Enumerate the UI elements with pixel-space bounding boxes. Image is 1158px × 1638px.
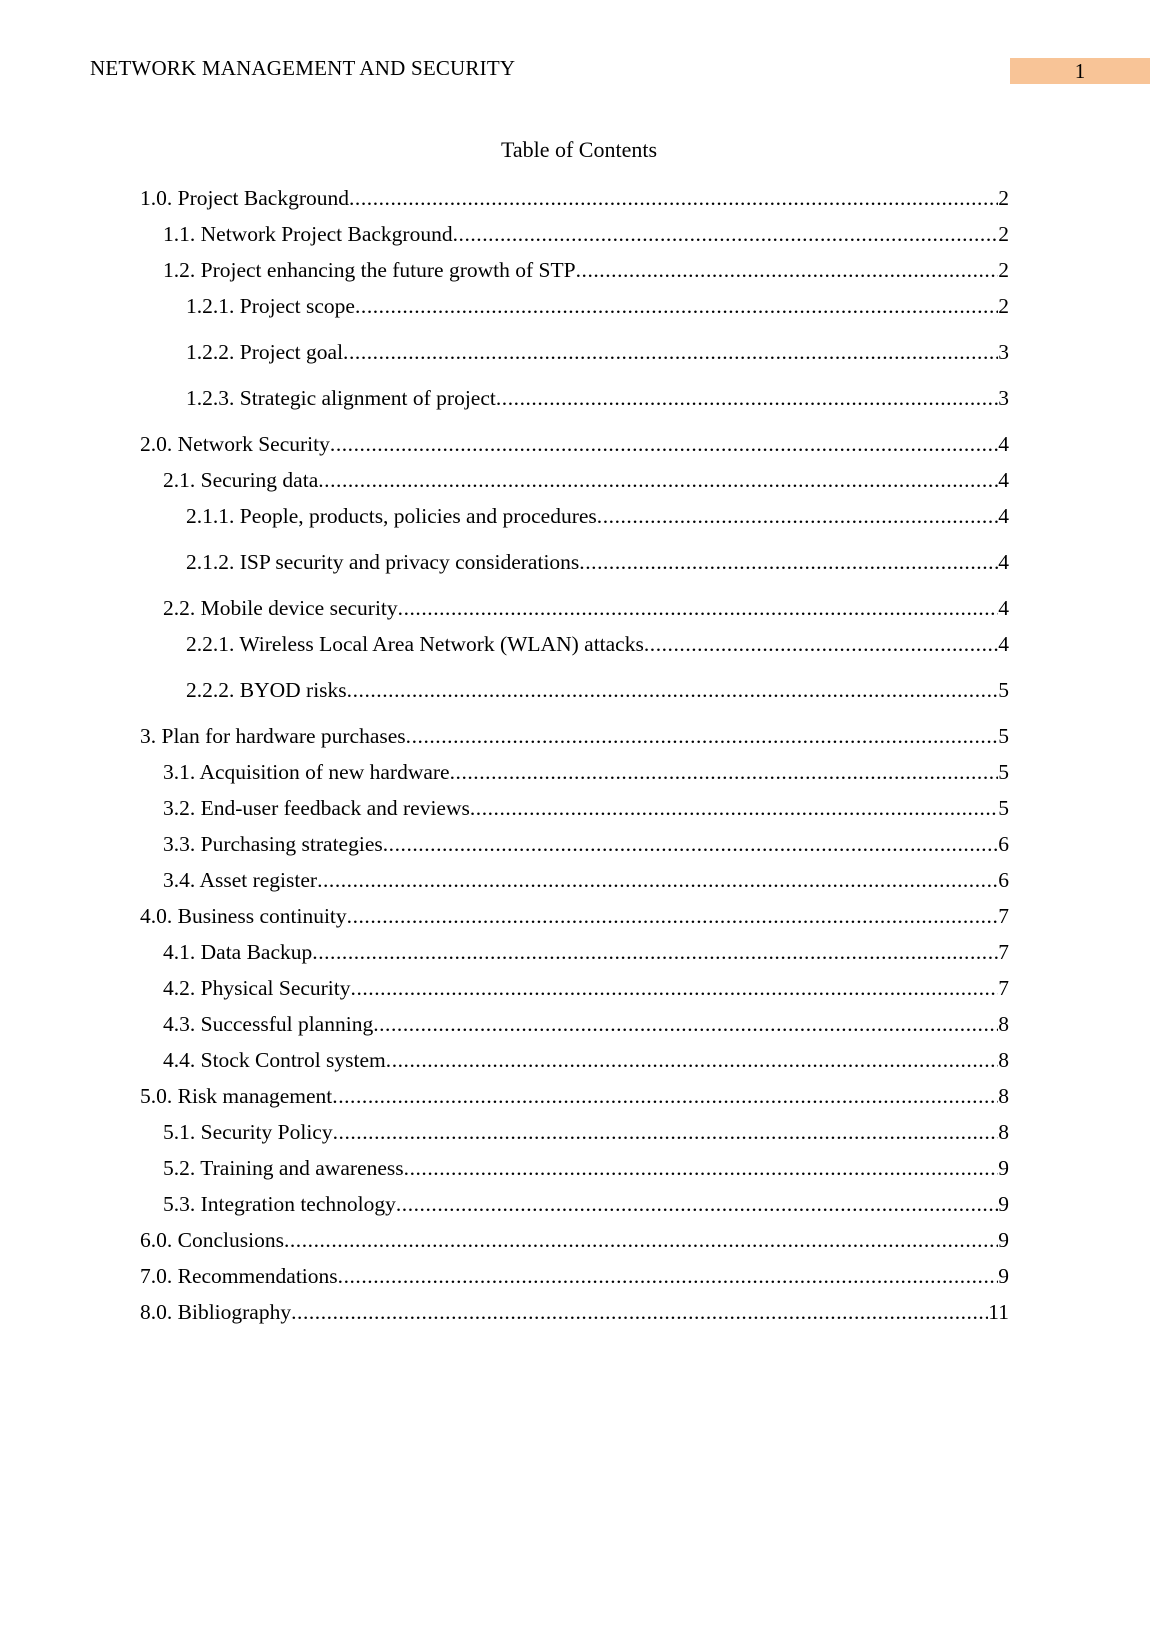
toc-entry-label: 2.1.2. ISP security and privacy considerations <box>186 550 580 574</box>
toc-entry[interactable] <box>186 676 1009 704</box>
page-number: 1 <box>1010 58 1150 84</box>
toc-entry-page: 7 <box>998 976 1009 1000</box>
toc-leader-dots <box>347 902 999 930</box>
toc-entry[interactable] <box>163 866 1009 894</box>
toc-entry-page: 11 <box>988 1300 1009 1324</box>
toc-entry-page: 5 <box>998 760 1009 784</box>
toc-entry-page: 2 <box>998 222 1009 246</box>
toc-leader-dots <box>386 1046 998 1074</box>
toc-leader-dots <box>330 430 998 458</box>
toc-leader-dots <box>333 1118 999 1146</box>
toc-entry[interactable] <box>163 974 1009 1002</box>
toc-leader-dots <box>496 384 998 412</box>
toc-leader-dots <box>453 220 999 248</box>
toc-entry[interactable] <box>186 338 1009 366</box>
toc-entry-label: 3.3. Purchasing strategies <box>163 832 383 856</box>
toc-entry-label: 5.1. Security Policy <box>163 1120 333 1144</box>
toc-entry-label: 3.2. End-user feedback and reviews <box>163 796 470 820</box>
toc-entry[interactable] <box>163 220 1009 248</box>
toc-leader-dots <box>576 256 999 284</box>
toc-entry-page: 8 <box>998 1084 1009 1108</box>
toc-entry-label: 3. Plan for hardware purchases <box>140 724 406 748</box>
toc-entry-page: 4 <box>998 504 1009 528</box>
toc-entry[interactable] <box>186 292 1009 320</box>
toc-entry-page: 9 <box>998 1228 1009 1252</box>
toc-entry-page: 9 <box>998 1192 1009 1216</box>
toc-entry-label: 4.1. Data Backup <box>163 940 313 964</box>
toc-entry-page: 5 <box>998 796 1009 820</box>
page-header <box>90 52 1150 84</box>
toc-entry-label: 6.0. Conclusions <box>140 1228 284 1252</box>
toc-entry[interactable] <box>140 902 1009 930</box>
toc-entry-label: 4.0. Business continuity <box>140 904 347 928</box>
toc-leader-dots <box>396 1190 998 1218</box>
toc-entry-page: 4 <box>998 550 1009 574</box>
toc-entry-label: 2.1. Securing data <box>163 468 319 492</box>
toc-entry-label: 4.2. Physical Security <box>163 976 351 1000</box>
toc-entry-page: 4 <box>998 468 1009 492</box>
toc-entry[interactable] <box>186 548 1009 576</box>
toc-entry[interactable] <box>140 1262 1009 1290</box>
toc-entry-page: 7 <box>998 940 1009 964</box>
toc-entry-page: 3 <box>998 386 1009 410</box>
toc-entry-page: 5 <box>998 678 1009 702</box>
toc-entry[interactable] <box>163 1010 1009 1038</box>
toc-entry-label: 2.2. Mobile device security <box>163 596 398 620</box>
toc-entry[interactable] <box>163 466 1009 494</box>
toc-title: Table of Contents <box>500 137 658 162</box>
toc-entry-label: 1.2.1. Project scope <box>186 294 355 318</box>
toc-entry[interactable] <box>186 630 1009 658</box>
toc-leader-dots <box>284 1226 998 1254</box>
toc-entry[interactable] <box>140 430 1009 458</box>
toc-entry-label: 3.4. Asset register <box>163 868 318 892</box>
toc-entry-page: 2 <box>998 294 1009 318</box>
toc-leader-dots <box>398 594 999 622</box>
toc-leader-dots <box>312 938 998 966</box>
toc-entry-label: 2.0. Network Security <box>140 432 330 456</box>
toc-leader-dots <box>579 548 998 576</box>
toc-entry-label: 1.1. Network Project Background <box>163 222 453 246</box>
toc-entry[interactable] <box>163 794 1009 822</box>
toc-entry[interactable] <box>163 1154 1009 1182</box>
toc-entry-label: 1.2.3. Strategic alignment of project <box>186 386 496 410</box>
toc-leader-dots <box>343 338 998 366</box>
toc-entry[interactable] <box>163 256 1009 284</box>
toc-entry[interactable] <box>186 502 1009 530</box>
toc-leader-dots <box>338 1262 999 1290</box>
toc-entry-label: 3.1. Acquisition of new hardware <box>163 760 450 784</box>
header-title: NETWORK MANAGEMENT AND SECURITY <box>90 56 516 80</box>
toc-entry-page: 2 <box>998 186 1009 210</box>
toc-entry-page: 4 <box>998 432 1009 456</box>
toc-entry-label: 7.0. Recommendations <box>140 1264 338 1288</box>
toc-leader-dots <box>347 676 999 704</box>
toc-entry[interactable] <box>140 184 1009 212</box>
toc-entry-label: 1.2. Project enhancing the future growth of STP <box>163 258 576 282</box>
toc-entry[interactable] <box>140 1082 1009 1110</box>
toc-entry-page: 7 <box>998 904 1009 928</box>
toc-leader-dots <box>291 1298 988 1326</box>
toc-entry-label: 5.2. Training and awareness <box>163 1156 404 1180</box>
toc-entry[interactable] <box>163 1118 1009 1146</box>
toc-entry[interactable] <box>163 594 1009 622</box>
toc-entry-label: 8.0. Bibliography <box>140 1300 292 1324</box>
toc-leader-dots <box>470 794 998 822</box>
toc-entry-page: 6 <box>998 832 1009 856</box>
toc-leader-dots <box>404 1154 999 1182</box>
toc-entry-label: 5.3. Integration technology <box>163 1192 396 1216</box>
toc-entry-label: 4.4. Stock Control system <box>163 1048 386 1072</box>
toc-entry-page: 6 <box>998 868 1009 892</box>
toc-entry-page: 5 <box>998 724 1009 748</box>
toc-leader-dots <box>318 466 998 494</box>
toc-entry[interactable] <box>163 1190 1009 1218</box>
toc-entry[interactable] <box>140 722 1009 750</box>
toc-entry-page: 4 <box>998 596 1009 620</box>
toc-entry-label: 2.1.1. People, products, policies and procedures <box>186 504 597 528</box>
toc-leader-dots <box>597 502 998 530</box>
toc-leader-dots <box>383 830 999 858</box>
toc-entry[interactable] <box>186 384 1009 412</box>
toc-entry-page: 8 <box>998 1012 1009 1036</box>
toc-entry[interactable] <box>163 830 1009 858</box>
toc-leader-dots <box>355 292 998 320</box>
toc-entry[interactable] <box>163 938 1009 966</box>
toc-entry-label: 2.2.1. Wireless Local Area Network (WLAN) attacks <box>186 632 644 656</box>
toc-leader-dots <box>644 630 998 658</box>
toc-entry-page: 2 <box>998 258 1009 282</box>
toc-leader-dots <box>373 1010 998 1038</box>
toc-entry-label: 4.3. Successful planning <box>163 1012 374 1036</box>
toc-entry[interactable] <box>163 1046 1009 1074</box>
toc-leader-dots <box>406 722 999 750</box>
toc-entry-page: 9 <box>998 1264 1009 1288</box>
toc-entry-label: 1.2.2. Project goal <box>186 340 344 364</box>
toc-entry[interactable] <box>163 758 1009 786</box>
toc-leader-dots <box>450 758 999 786</box>
toc-entry[interactable] <box>140 1226 1009 1254</box>
toc-entry-page: 4 <box>998 632 1009 656</box>
toc-entry-label: 5.0. Risk management <box>140 1084 333 1108</box>
toc-entry-page: 8 <box>998 1120 1009 1144</box>
toc-entry-label: 2.2.2. BYOD risks <box>186 678 347 702</box>
toc-entry-page: 9 <box>998 1156 1009 1180</box>
toc-entry[interactable] <box>140 1298 1009 1326</box>
toc-leader-dots <box>351 974 999 1002</box>
toc-leader-dots <box>317 866 998 894</box>
toc-entry-label: 1.0. Project Background <box>140 186 349 210</box>
toc-entry-page: 8 <box>998 1048 1009 1072</box>
toc-leader-dots <box>332 1082 998 1110</box>
toc-entry-page: 3 <box>998 340 1009 364</box>
toc-leader-dots <box>349 184 998 212</box>
